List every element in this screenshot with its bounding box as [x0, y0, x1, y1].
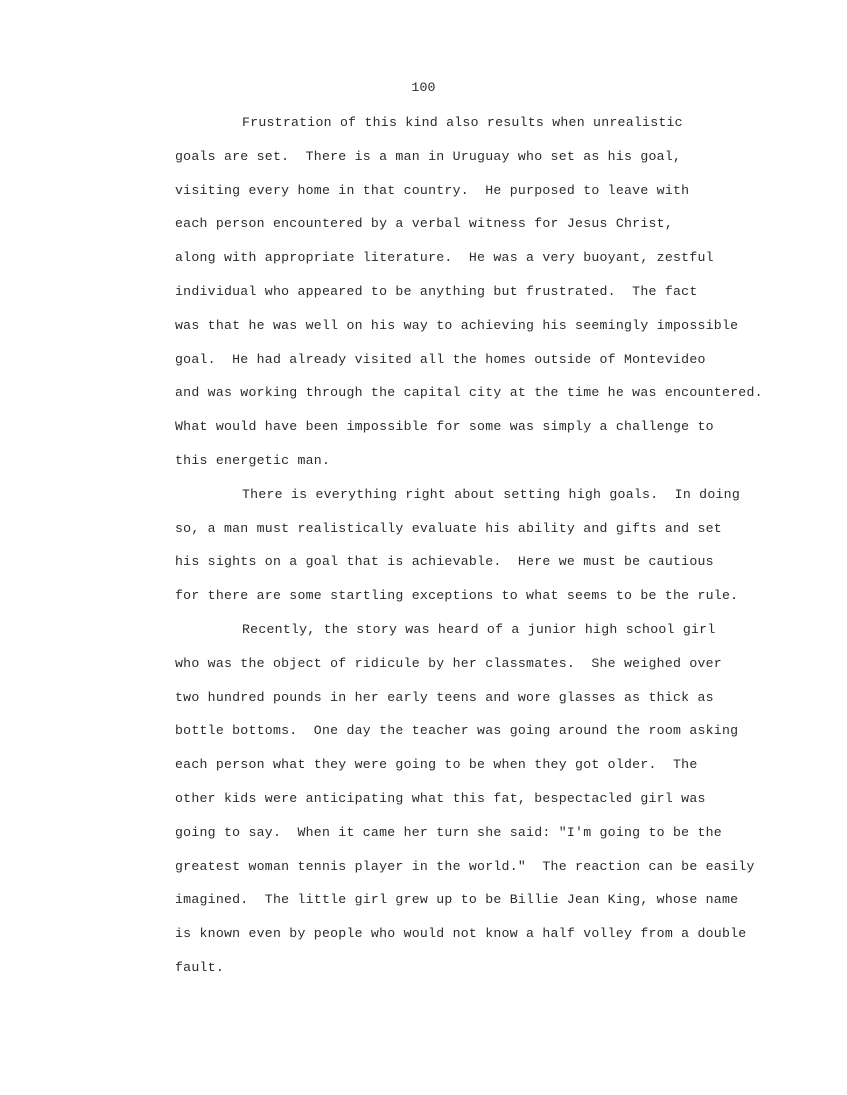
text-line: Frustration of this kind also results when unrealistic [242, 115, 683, 130]
text-line: Recently, the story was heard of a junior high school girl [242, 621, 716, 637]
text-line: his sights on a goal that is achievable. Here we must be cautious [175, 554, 714, 570]
text-line: visiting every home in that country. He purposed to leave with [175, 182, 690, 198]
text-line: each person encountered by a verbal witness for Jesus Christ, [175, 216, 673, 232]
text-line: bottle bottoms. One day the teacher was going around the room asking [175, 723, 739, 739]
text-line: so, a man must realistically evaluate his ability and gifts and set [175, 520, 722, 536]
page-number: 100 [411, 80, 436, 95]
text-line: was that he was well on his way to achieving his seemingly impossible [175, 317, 739, 333]
text-line: goal. He had already visited all the homes outside of Montevideo [175, 351, 706, 367]
text-line: greatest woman tennis player in the world." The reaction can be easily [175, 858, 755, 874]
paragraph [175, 113, 815, 485]
text-line: goals are set. There is a man in Uruguay who set as his goal, [175, 148, 682, 164]
paragraph [175, 620, 815, 992]
body-text [175, 113, 815, 992]
text-line: fault. [175, 959, 224, 975]
text-line: who was the object of ridicule by her classmates. She weighed over [175, 655, 722, 671]
text-line: imagined. The little girl grew up to be Billie Jean King, whose name [175, 892, 739, 908]
text-line: and was working through the capital city at the time he was encountered. [175, 385, 763, 401]
text-line: each person what they were going to be when they got older. The [175, 757, 698, 773]
text-line: There is everything right about setting high goals. In doing [242, 486, 740, 502]
text-line: along with appropriate literature. He was a very buoyant, zestful [175, 250, 714, 266]
text-line: individual who appeared to be anything but frustrated. The fact [175, 283, 698, 299]
text-line: this energetic man. [175, 452, 331, 468]
text-line: is known even by people who would not know a half volley from a double [175, 926, 747, 942]
text-line: other kids were anticipating what this fat, bespectacled girl was [175, 790, 706, 806]
text-line: What would have been impossible for some was simply a challenge to [175, 419, 714, 435]
text-line: going to say. When it came her turn she said: "I'm going to be the [175, 824, 722, 840]
paragraph [175, 485, 815, 620]
text-line: two hundred pounds in her early teens and wore glasses as thick as [175, 689, 714, 705]
text-line: for there are some startling exceptions to what seems to be the rule. [175, 588, 739, 604]
